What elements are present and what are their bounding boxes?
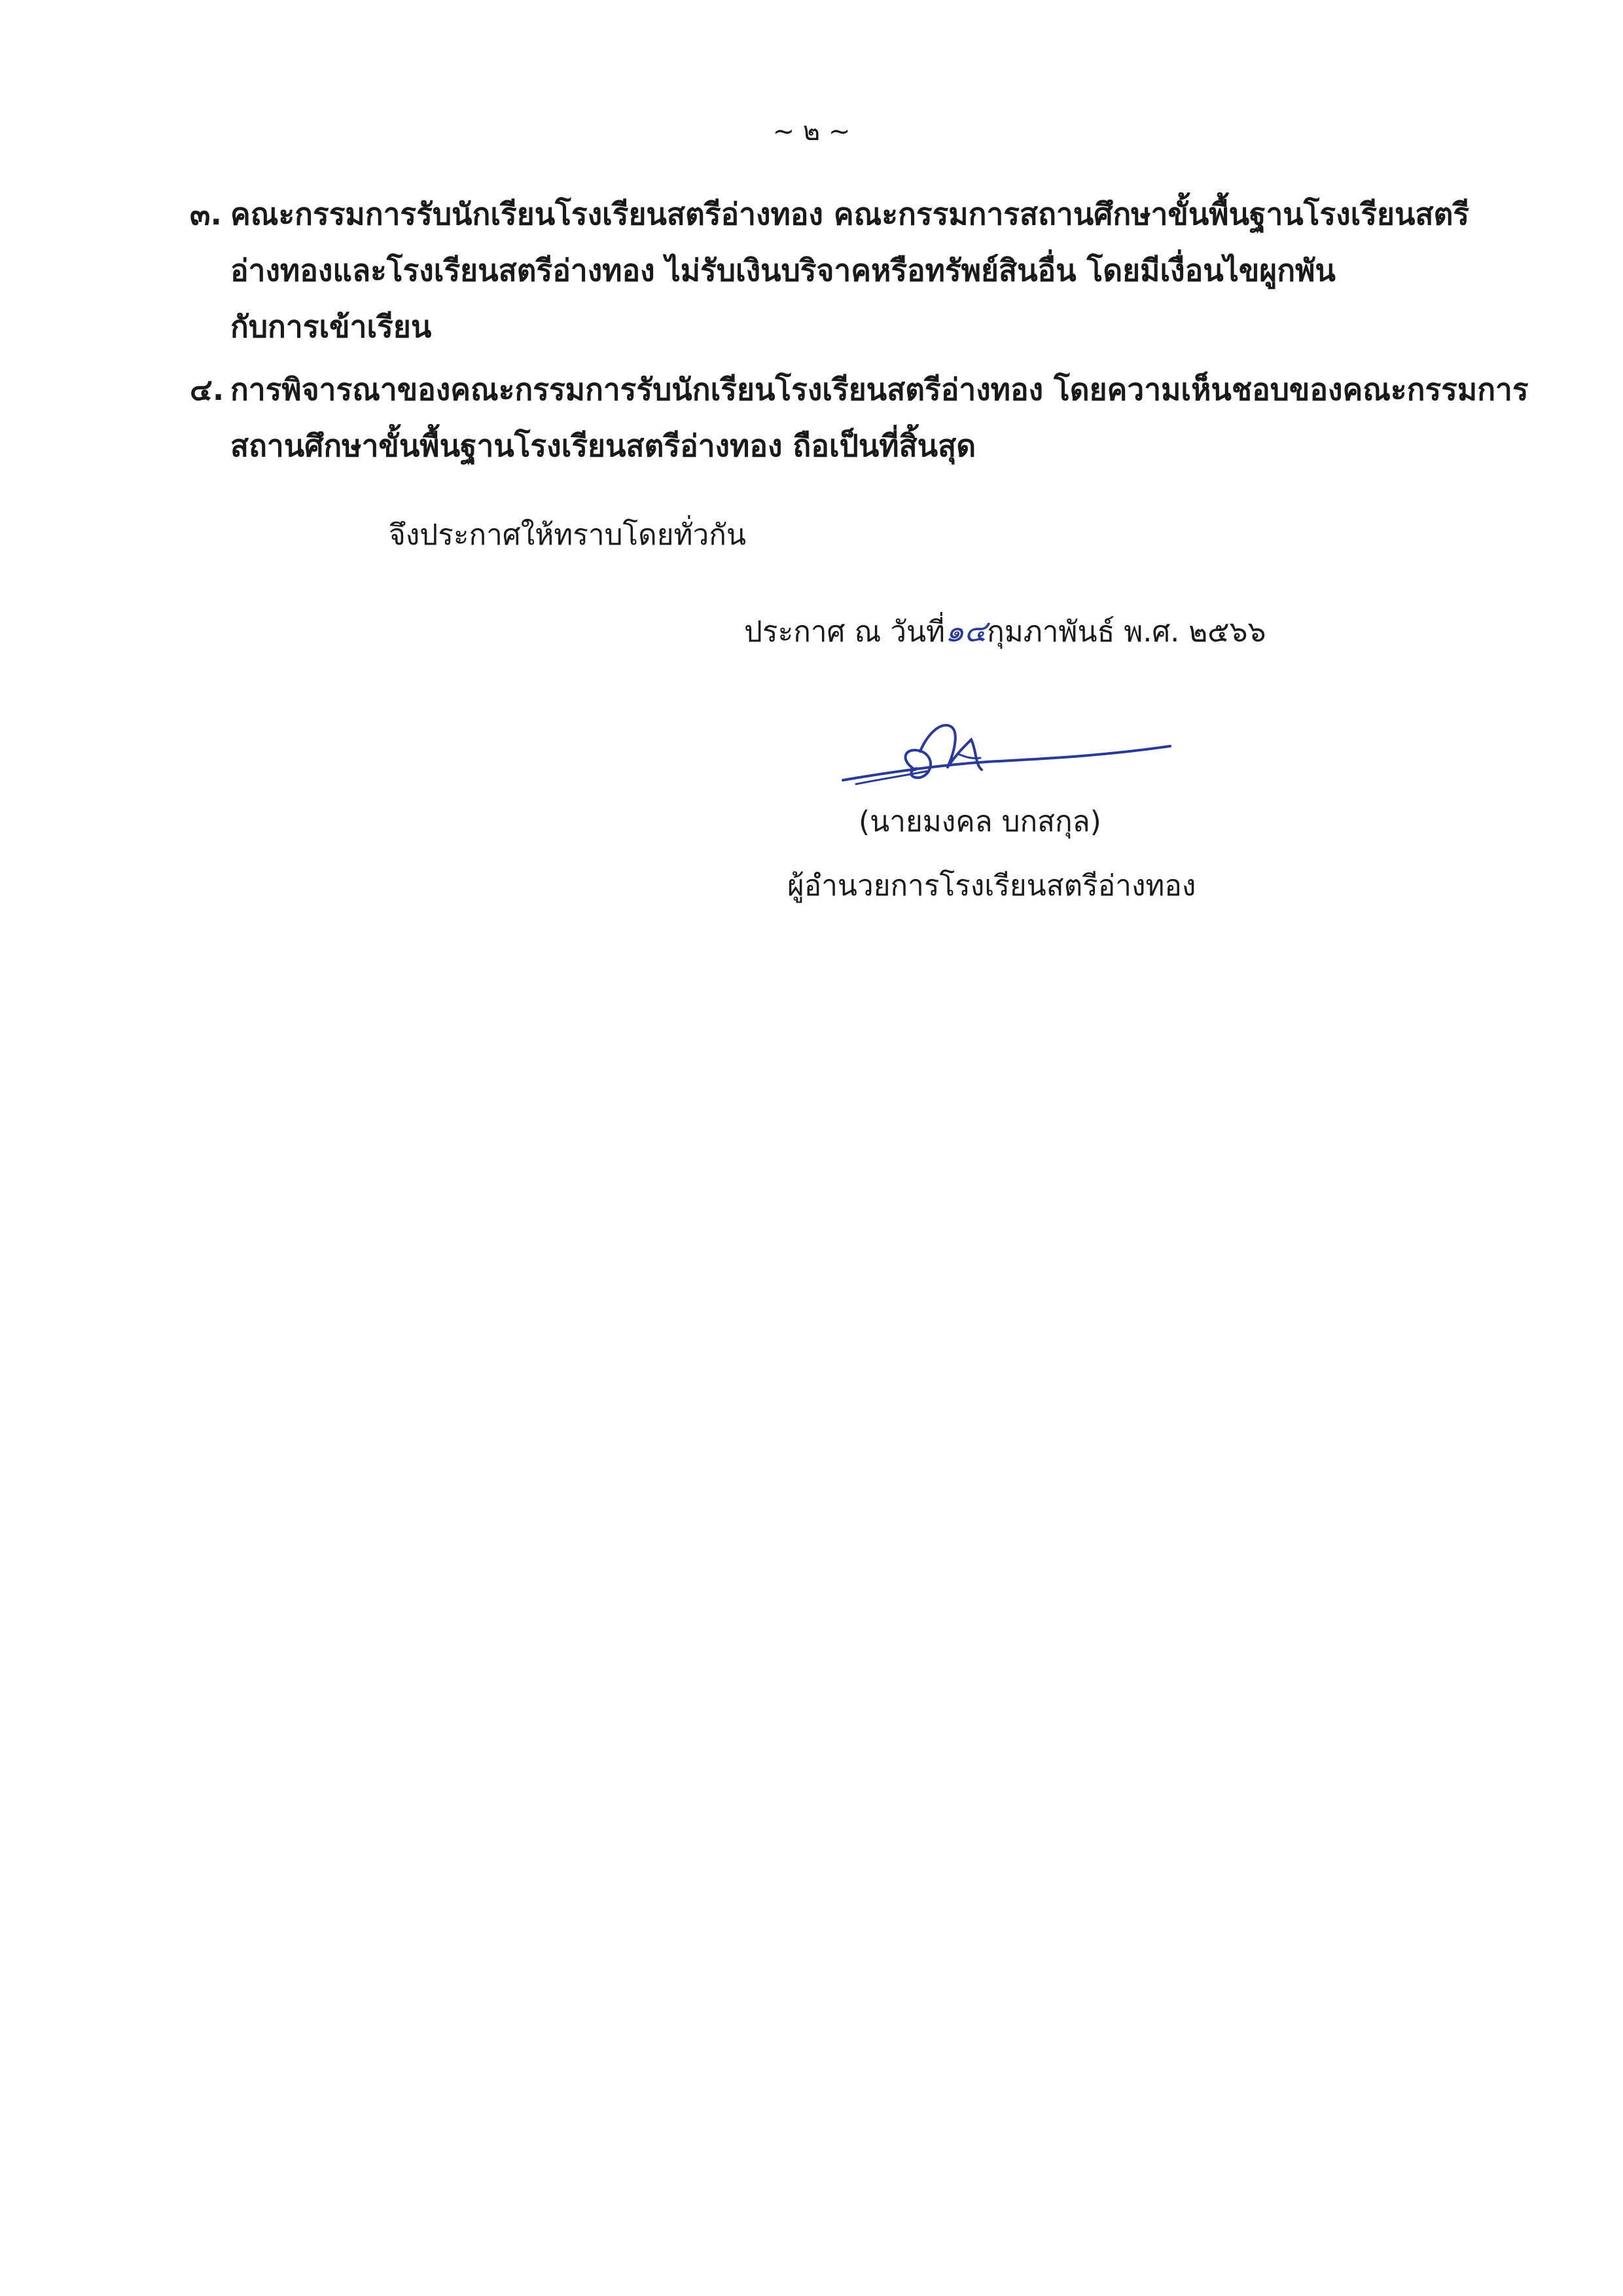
closing-statement: จึงประกาศให้ทราบโดยทั่วกัน: [389, 518, 746, 552]
clause-line: การพิจารณาของคณะกรรมการรับนักเรียนโรงเรียนสตรีอ่างทอง โดยความเห็นชอบของคณะกรรมการ: [230, 372, 1529, 407]
date-prefix: ประกาศ ณ วันที่: [744, 615, 946, 649]
clause-line: สถานศึกษาขั้นพื้นฐานโรงเรียนสตรีอ่างทอง ถือเป็นที่สิ้นสุด: [230, 428, 976, 463]
clause-line: กับการเข้าเรียน: [230, 309, 432, 344]
clause-line: คณะกรรมการรับนักเรียนโรงเรียนสตรีอ่างทอง คณะกรรมการสถานศึกษาขั้นพื้นฐานโรงเรียนสตรี: [230, 196, 1470, 232]
date-suffix: กุมภาพันธ์ พ.ศ. ๒๕๖๖: [987, 615, 1266, 649]
signer-title: ผู้อำนวยการโรงเรียนสตรีอ่างทอง: [787, 869, 1196, 903]
handwritten-day: ๑๔: [945, 613, 988, 649]
clause-line: อ่างทองและโรงเรียนสตรีอ่างทอง ไม่รับเงินบริจาคหรือทรัพย์สินอื่น โดยมีเงื่อนไขผูกพัน: [230, 253, 1336, 288]
clause-3: [190, 186, 1470, 355]
clause-number: ๓.: [190, 196, 222, 232]
announcement-date: [744, 607, 1266, 655]
signer-name: (นายมงคล บกสกุล): [859, 805, 1101, 838]
clause-number: ๔.: [190, 372, 224, 407]
page-number: ~ ๒ ~: [772, 117, 851, 147]
clause-4: [190, 361, 1529, 474]
signature-image: [836, 713, 1177, 798]
